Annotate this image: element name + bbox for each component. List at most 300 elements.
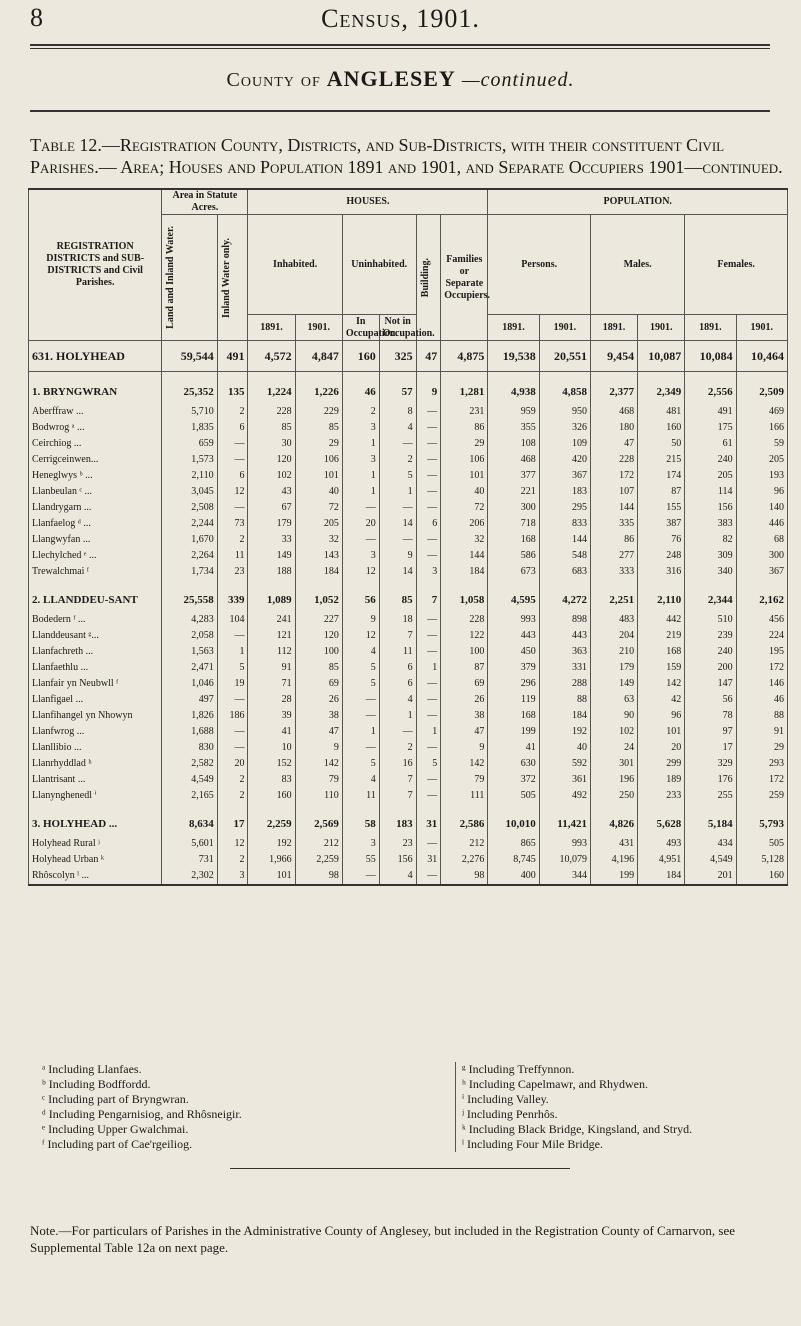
row-cell: 241 [248,612,295,628]
row-cell: 20 [342,516,379,532]
row-cell: 206 [441,516,488,532]
row-cell: 4,938 [488,372,539,405]
row-cell: 344 [539,868,590,885]
row-cell: 7 [379,788,416,804]
row-cell: 400 [488,868,539,885]
row-cell: 46 [736,692,787,708]
row-cell: 335 [590,516,637,532]
parish-row [29,868,788,885]
row-cell: 2,165 [162,788,217,804]
row-cell: 86 [590,532,637,548]
row-cell: 4,595 [488,580,539,612]
row-cell: 221 [488,484,539,500]
row-cell: 483 [590,612,637,628]
parish-row [29,516,788,532]
row-cell: — [342,500,379,516]
row-name: Llanynghenedl ⁱ [29,788,162,804]
row-cell: — [416,500,441,516]
row-cell: 227 [295,612,342,628]
row-cell: 959 [488,404,539,420]
row-cell: 1 [342,468,379,484]
row-cell: 325 [379,341,416,372]
parish-row [29,420,788,436]
row-cell: — [379,500,416,516]
header-not-in-occupation: Not in Occupation. [379,315,416,341]
row-cell: 10,079 [539,852,590,868]
row-cell: 85 [379,580,416,612]
row-cell: 142 [638,676,685,692]
row-cell: 2,162 [736,580,787,612]
row-cell: 4,196 [590,852,637,868]
row-cell: 377 [488,468,539,484]
row-cell: — [416,548,441,564]
row-cell: 2,058 [162,628,217,644]
row-cell: 387 [638,516,685,532]
row-cell: 288 [539,676,590,692]
row-name: Llantrisant ... [29,772,162,788]
table-body [29,341,788,886]
row-name: Holyhead Rural ʲ [29,836,162,852]
row-cell: 55 [342,852,379,868]
row-cell: 4,549 [685,852,736,868]
footnote: ᵇ Including Bodffordd. [42,1077,151,1091]
row-cell: 186 [217,708,248,724]
row-cell: 510 [685,612,736,628]
row-cell: 78 [685,708,736,724]
row-cell: 17 [217,804,248,836]
header-year: 1891. [248,315,295,341]
row-cell: 26 [295,692,342,708]
row-cell: 9 [379,548,416,564]
row-cell: 469 [736,404,787,420]
row-cell: 40 [539,740,590,756]
row-cell: 1,966 [248,852,295,868]
row-cell: 2,244 [162,516,217,532]
row-cell: 195 [736,644,787,660]
row-cell: 1,046 [162,676,217,692]
row-cell: 586 [488,548,539,564]
row-cell: 142 [441,756,488,772]
row-name: Llanfigael ... [29,692,162,708]
row-cell: — [416,868,441,885]
row-cell: 731 [162,852,217,868]
parish-row [29,660,788,676]
footnote: ᵃ Including Llanfaes. [42,1062,142,1076]
row-cell: 361 [539,772,590,788]
row-cell: 233 [638,788,685,804]
row-cell: 215 [638,452,685,468]
row-cell: 38 [295,708,342,724]
row-cell: — [217,436,248,452]
row-cell: 333 [590,564,637,580]
row-cell: 228 [248,404,295,420]
header-males: Males. [590,215,684,315]
header-females: Females. [685,215,788,315]
row-name: Llanfaelog ᵈ ... [29,516,162,532]
row-cell: 372 [488,772,539,788]
row-cell: 2,259 [295,852,342,868]
parish-row [29,724,788,740]
row-cell: 2,471 [162,660,217,676]
footnote: ᶠ Including part of Cae'rgeiliog. [42,1137,193,1151]
row-name: Llanfihangel yn Nhowyn [29,708,162,724]
parish-row [29,644,788,660]
row-cell: 57 [379,372,416,405]
row-cell: 683 [539,564,590,580]
parish-row [29,452,788,468]
row-cell: 193 [736,468,787,484]
row-cell: 2,349 [638,372,685,405]
row-cell: 19,538 [488,341,539,372]
row-cell: 5 [416,756,441,772]
row-name: 3. HOLYHEAD ... [29,804,162,836]
row-cell: 101 [638,724,685,740]
parish-row [29,836,788,852]
row-cell: 431 [590,836,637,852]
row-cell: 184 [441,564,488,580]
header-year: 1901. [736,315,787,341]
row-cell: 47 [416,341,441,372]
header-year: 1901. [539,315,590,341]
row-cell: 68 [736,532,787,548]
row-cell: 14 [379,516,416,532]
row-cell: 630 [488,756,539,772]
row-cell: 23 [379,836,416,852]
row-name: Llanfair yn Neubwll ᶠ [29,676,162,692]
row-cell: 19 [217,676,248,692]
row-cell: 2 [379,740,416,756]
row-cell: 120 [248,452,295,468]
row-cell: 192 [248,836,295,852]
row-cell: 17 [685,740,736,756]
row-cell: 179 [590,660,637,676]
row-cell: 1,089 [248,580,295,612]
footnote: ᵏ Including Black Bridge, Kingsland, and Stryd. [462,1122,693,1136]
top-rule-thin [30,48,770,49]
row-name: Llanfaethlu ... [29,660,162,676]
row-cell: 231 [441,404,488,420]
parish-row [29,548,788,564]
row-cell: 160 [736,868,787,885]
row-cell: — [416,468,441,484]
row-name: Holyhead Urban ᵏ [29,852,162,868]
footnote: ⁱ Including Valley. [462,1092,549,1106]
row-cell: 4 [379,868,416,885]
row-cell: — [416,484,441,500]
row-cell: 5 [342,756,379,772]
header-houses: HOUSES. [248,189,488,215]
row-cell: 2,377 [590,372,637,405]
row-cell: 2,582 [162,756,217,772]
row-cell: 23 [217,564,248,580]
row-cell: 166 [736,420,787,436]
row-cell: 659 [162,436,217,452]
row-cell: 156 [685,500,736,516]
row-cell: 481 [638,404,685,420]
row-cell: — [416,532,441,548]
row-cell: — [379,532,416,548]
row-cell: 10,010 [488,804,539,836]
row-cell: 212 [441,836,488,852]
row-cell: 110 [295,788,342,804]
row-name: Llandrygarn ... [29,500,162,516]
row-cell: 29 [736,740,787,756]
row-cell: 4,875 [441,341,488,372]
row-cell: 5,184 [685,804,736,836]
row-cell: 88 [736,708,787,724]
row-cell: 355 [488,420,539,436]
row-cell: 122 [441,628,488,644]
row-cell: 383 [685,516,736,532]
row-cell: 9 [342,612,379,628]
county-name: ANGLESEY [326,66,456,91]
row-cell: — [416,676,441,692]
row-cell: 172 [736,772,787,788]
row-cell: 146 [736,676,787,692]
row-cell: 4 [342,644,379,660]
row-cell: 82 [685,532,736,548]
row-cell: 1,226 [295,372,342,405]
row-cell: 8,745 [488,852,539,868]
row-cell: 43 [248,484,295,500]
row-cell: 2,110 [162,468,217,484]
row-cell: 7 [416,580,441,612]
row-cell: 119 [488,692,539,708]
row-cell: 2,556 [685,372,736,405]
row-cell: 4,951 [638,852,685,868]
row-cell: 71 [248,676,295,692]
row-cell: 144 [441,548,488,564]
row-cell: 184 [638,868,685,885]
row-cell: 491 [685,404,736,420]
row-cell: 96 [638,708,685,724]
row-cell: 135 [217,372,248,405]
header-year: 1901. [638,315,685,341]
row-cell: 5,601 [162,836,217,852]
row-cell: 3 [342,548,379,564]
divider-rule [230,1168,570,1169]
row-cell: 175 [685,420,736,436]
row-cell: 277 [590,548,637,564]
row-cell: 46 [342,372,379,405]
parish-row [29,484,788,500]
row-cell: 1 [342,484,379,500]
row-cell: 673 [488,564,539,580]
header-year: 1901. [295,315,342,341]
row-cell: 98 [295,868,342,885]
row-cell: 309 [685,548,736,564]
county-suffix: —continued. [461,69,575,91]
row-cell: 96 [736,484,787,500]
row-cell: 199 [590,868,637,885]
row-cell: 339 [217,580,248,612]
row-cell: 212 [295,836,342,852]
row-cell: 10,084 [685,341,736,372]
row-cell: 2,251 [590,580,637,612]
row-cell: 7 [379,628,416,644]
row-name: Heneglwys ᵇ ... [29,468,162,484]
county-heading [0,66,801,92]
row-cell: 63 [590,692,637,708]
row-cell: 59 [736,436,787,452]
row-cell: 40 [441,484,488,500]
row-cell: — [416,452,441,468]
row-cell: — [342,740,379,756]
row-cell: 24 [590,740,637,756]
row-cell: 9,454 [590,341,637,372]
row-cell: 548 [539,548,590,564]
row-cell: 59,544 [162,341,217,372]
row-cell: 33 [248,532,295,548]
row-cell: 67 [248,500,295,516]
row-cell: 180 [590,420,637,436]
header-uninhabited: Uninhabited. [342,215,416,315]
row-cell: 159 [638,660,685,676]
row-cell: 1,688 [162,724,217,740]
row-cell: 2,276 [441,852,488,868]
county-row [29,341,788,372]
row-cell: 442 [638,612,685,628]
row-cell: 299 [638,756,685,772]
page-number: 8 [30,3,43,32]
row-cell: 1,826 [162,708,217,724]
row-cell: 1,734 [162,564,217,580]
row-cell: 5 [342,676,379,692]
parish-row [29,692,788,708]
row-cell: 2,259 [248,804,295,836]
row-cell: 172 [736,660,787,676]
row-name: Llanfwrog ... [29,724,162,740]
row-cell: 85 [248,420,295,436]
row-cell: 29 [441,436,488,452]
row-cell: 144 [590,500,637,516]
row-cell: 1,563 [162,644,217,660]
row-cell: 228 [590,452,637,468]
row-cell: 31 [416,804,441,836]
row-cell: 1,835 [162,420,217,436]
row-cell: — [342,868,379,885]
row-cell: 443 [539,628,590,644]
row-cell: 5,128 [736,852,787,868]
row-cell: 3 [342,452,379,468]
footnotes-right [455,1062,792,1152]
row-cell: 2 [217,852,248,868]
header-registration: REGISTRATION DISTRICTS and SUB-DISTRICTS and Civil Parishes. [29,189,162,341]
row-cell: — [217,628,248,644]
parish-row [29,788,788,804]
row-cell: 25,558 [162,580,217,612]
row-cell: 1 [342,724,379,740]
row-cell: 142 [295,756,342,772]
row-cell: 143 [295,548,342,564]
row-cell: 6 [379,660,416,676]
row-cell: 97 [685,724,736,740]
row-cell: 830 [162,740,217,756]
row-cell: 1,224 [248,372,295,405]
row-name: Llanddeusant ᵍ... [29,628,162,644]
row-cell: 114 [685,484,736,500]
row-cell: 90 [590,708,637,724]
row-cell: 833 [539,516,590,532]
footnote: ᵍ Including Treffynnon. [462,1062,575,1076]
row-name: Ceirchiog ... [29,436,162,452]
row-cell: 26 [441,692,488,708]
census-table [28,188,788,886]
row-cell: 29 [295,436,342,452]
row-cell: — [416,644,441,660]
row-cell: 149 [248,548,295,564]
row-cell: 2,569 [295,804,342,836]
row-cell: 468 [488,452,539,468]
row-cell: 2,264 [162,548,217,564]
footnote: ᵉ Including Upper Gwalchmai. [42,1122,189,1136]
row-cell: 149 [590,676,637,692]
row-name: Llechylched ᵉ ... [29,548,162,564]
row-cell: 9 [295,740,342,756]
row-cell: 5 [342,660,379,676]
row-cell: 200 [685,660,736,676]
row-cell: 85 [295,660,342,676]
row-cell: 32 [441,532,488,548]
row-cell: 41 [248,724,295,740]
row-cell: 98 [441,868,488,885]
row-cell: 2 [217,788,248,804]
row-cell: 87 [638,484,685,500]
row-cell: 1 [379,484,416,500]
row-cell: 340 [685,564,736,580]
row-cell: 168 [488,532,539,548]
row-cell: 240 [685,452,736,468]
row-cell: 201 [685,868,736,885]
county-prefix: County of [226,69,321,91]
row-cell: — [416,420,441,436]
parish-row [29,708,788,724]
row-cell: — [217,500,248,516]
row-cell: 189 [638,772,685,788]
row-cell: 88 [539,692,590,708]
row-cell: 7 [379,772,416,788]
row-cell: 505 [488,788,539,804]
row-cell: 5,628 [638,804,685,836]
row-cell: 25,352 [162,372,217,405]
row-cell: 205 [736,452,787,468]
row-cell: 112 [248,644,295,660]
row-cell: 20 [638,740,685,756]
row-name: Llanbeulan ᶜ ... [29,484,162,500]
parish-row [29,676,788,692]
row-cell: 12 [217,484,248,500]
row-cell: 58 [342,804,379,836]
parish-row [29,628,788,644]
row-cell: 144 [539,532,590,548]
row-cell: 2,110 [638,580,685,612]
footnote: ʰ Including Capelmawr, and Rhydwen. [462,1077,648,1091]
row-cell: 492 [539,788,590,804]
row-cell: 329 [685,756,736,772]
row-cell: 199 [488,724,539,740]
row-cell: 1,052 [295,580,342,612]
row-cell: 109 [539,436,590,452]
row-cell: — [416,628,441,644]
row-cell: 83 [248,772,295,788]
row-cell: 491 [217,341,248,372]
row-name: 631. HOLYHEAD [29,341,162,372]
row-name: Llanllibio ... [29,740,162,756]
row-cell: 300 [488,500,539,516]
parish-row [29,756,788,772]
row-cell: — [416,612,441,628]
parish-row [29,532,788,548]
